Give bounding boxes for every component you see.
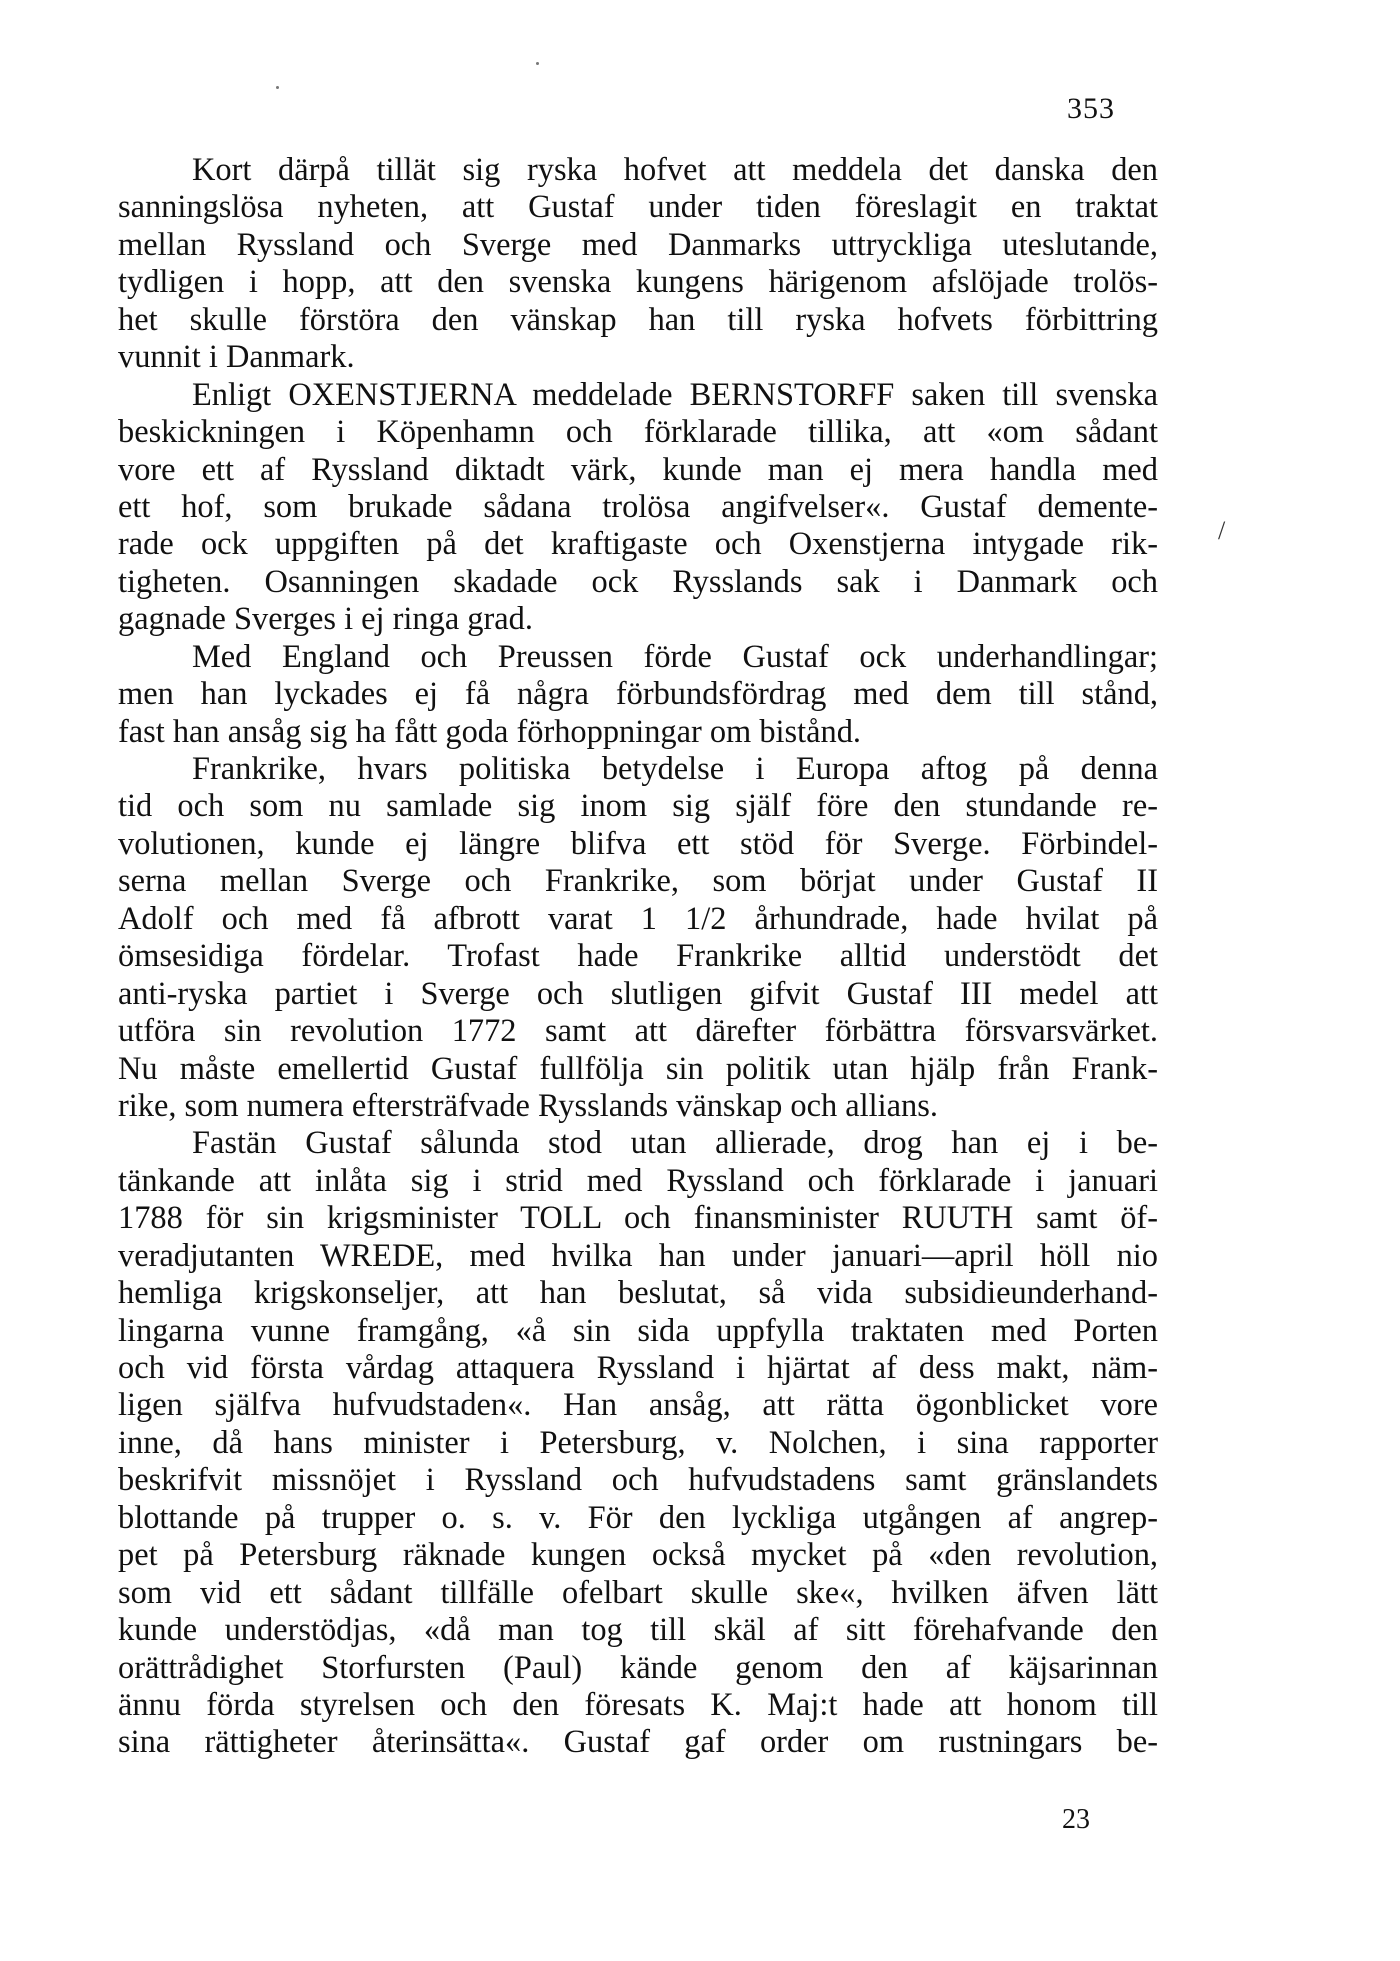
text-line: inne, då hans minister i Petersburg, v. Nolchen, i sina rapporter [118,1424,1158,1461]
text-line: anti-ryska partiet i Sverge och slutligen gifvit Gustaf III medel att [118,975,1158,1012]
text-line: orättrådighet Storfursten (Paul) kände genom den af käjsarinnan [118,1649,1158,1686]
text-line: Enligt OXENSTJERNA meddelade BERNSTORFF saken till svenska [192,376,1158,413]
text-line: blottande på trupper o. s. v. För den lyckliga utgången af angrep- [118,1499,1158,1536]
text-line: ligen själfva hufvudstaden«. Han ansåg, att rätta ögonblicket vore [118,1387,1158,1424]
text-line: pet på Petersburg räknade kungen också mycket på «den revolution, [118,1537,1158,1574]
text-line: Frankrike, hvars politiska betydelse i Europa aftog på denna [192,751,1158,787]
page-number: 353 [1067,92,1115,125]
print-speck [536,62,539,65]
text-line: gagnade Sverges i ej ringa grad. [118,601,533,638]
text-line: Med England och Preussen förde Gustaf ock underhandlingar; [192,638,1158,675]
text-line: Fastän Gustaf sålunda stod utan allierade, drog han ej i be- [192,1125,1158,1162]
text-line: men han lyckades ej få några förbundsfördrag med dem till stånd, [118,676,1158,713]
text-line: ömsesidiga fördelar. Trofast hade Frankrike alltid understödt det [118,938,1158,975]
signature-mark: 23 [1062,1804,1090,1835]
text-line: mellan Ryssland och Sverge med Danmarks uttryckliga uteslutande, [118,226,1158,263]
text-line: tigheten. Osanningen skadade ock Rysslands sak i Danmark och [118,563,1158,600]
text-line: volutionen, kunde ej längre blifva ett stöd för Sverge. Förbindel- [118,825,1158,862]
text-line: hemliga krigskonseljer, att han beslutat, så vida subsidieunderhand- [118,1275,1158,1312]
text-line: veradjutanten WREDE, med hvilka han under januari—april höll nio [118,1237,1158,1274]
text-line: utföra sin revolution 1772 samt att därefter förbättra försvarsvärket. [118,1013,1158,1050]
text-line: ännu förda styrelsen och den föresats K. Maj:t hade att honom till [118,1686,1158,1723]
text-line: kunde understödjas, «då man tog till skäl af sitt förehafvande den [118,1612,1158,1649]
text-line: vore ett af Ryssland diktadt värk, kunde man ej mera handla med [118,451,1158,488]
text-line: tid och som nu samlade sig inom sig själf före den stundande re- [118,788,1158,825]
body-text [118,152,1158,1762]
text-line: rade ock uppgiften på det kraftigaste och Oxenstjerna intygade rik- [118,526,1158,563]
text-line: Kort därpå tillät sig ryska hofvet att meddela det danska den [192,152,1158,188]
text-line: lingarna vunne framgång, «å sin sida uppfylla traktaten med Porten [118,1312,1158,1349]
text-line: vunnit i Danmark. [118,339,355,376]
text-line: Adolf och med få afbrott varat 1 1/2 århundrade, hade hvilat på [118,900,1158,937]
text-line: beskrifvit missnöjet i Ryssland och hufvudstadens samt gränslandets [118,1462,1158,1499]
text-line: som vid ett sådant tillfälle ofelbart skulle ske«, hvilken äfven lätt [118,1574,1158,1611]
text-line: Nu måste emellertid Gustaf fullfölja sin politik utan hjälp från Frank- [118,1050,1158,1087]
print-speck [276,86,279,89]
text-line: 1788 för sin krigsminister TOLL och finansminister RUUTH samt öf- [118,1200,1158,1237]
text-line: rike, som numera eftersträfvade Rysslands vänskap och allians. [118,1087,938,1124]
text-line: tänkande att inlåta sig i strid med Ryssland och förklarade i januari [118,1162,1158,1199]
text-line: tydligen i hopp, att den svenska kungens härigenom afslöjade trolös- [118,264,1158,301]
margin-mark: / [1218,516,1226,545]
text-line: och vid första vårdag attaquera Ryssland i hjärtat af dess makt, näm- [118,1350,1158,1386]
text-line: serna mellan Sverge och Frankrike, som börjat under Gustaf II [118,863,1158,900]
text-line: het skulle förstöra den vänskap han till ryska hofvets förbittring [118,301,1158,338]
text-line: ett hof, som brukade sådana trolösa angifvelser«. Gustaf demente- [118,488,1158,525]
text-line: beskickningen i Köpenhamn och förklarade tillika, att «om sådant [118,414,1158,451]
text-line: sanningslösa nyheten, att Gustaf under tiden föreslagit en traktat [118,189,1158,226]
text-line: sina rättigheter återinsätta«. Gustaf gaf order om rustningars be- [118,1724,1158,1761]
text-line: fast han ansåg sig ha fått goda förhoppningar om bistånd. [118,713,862,750]
